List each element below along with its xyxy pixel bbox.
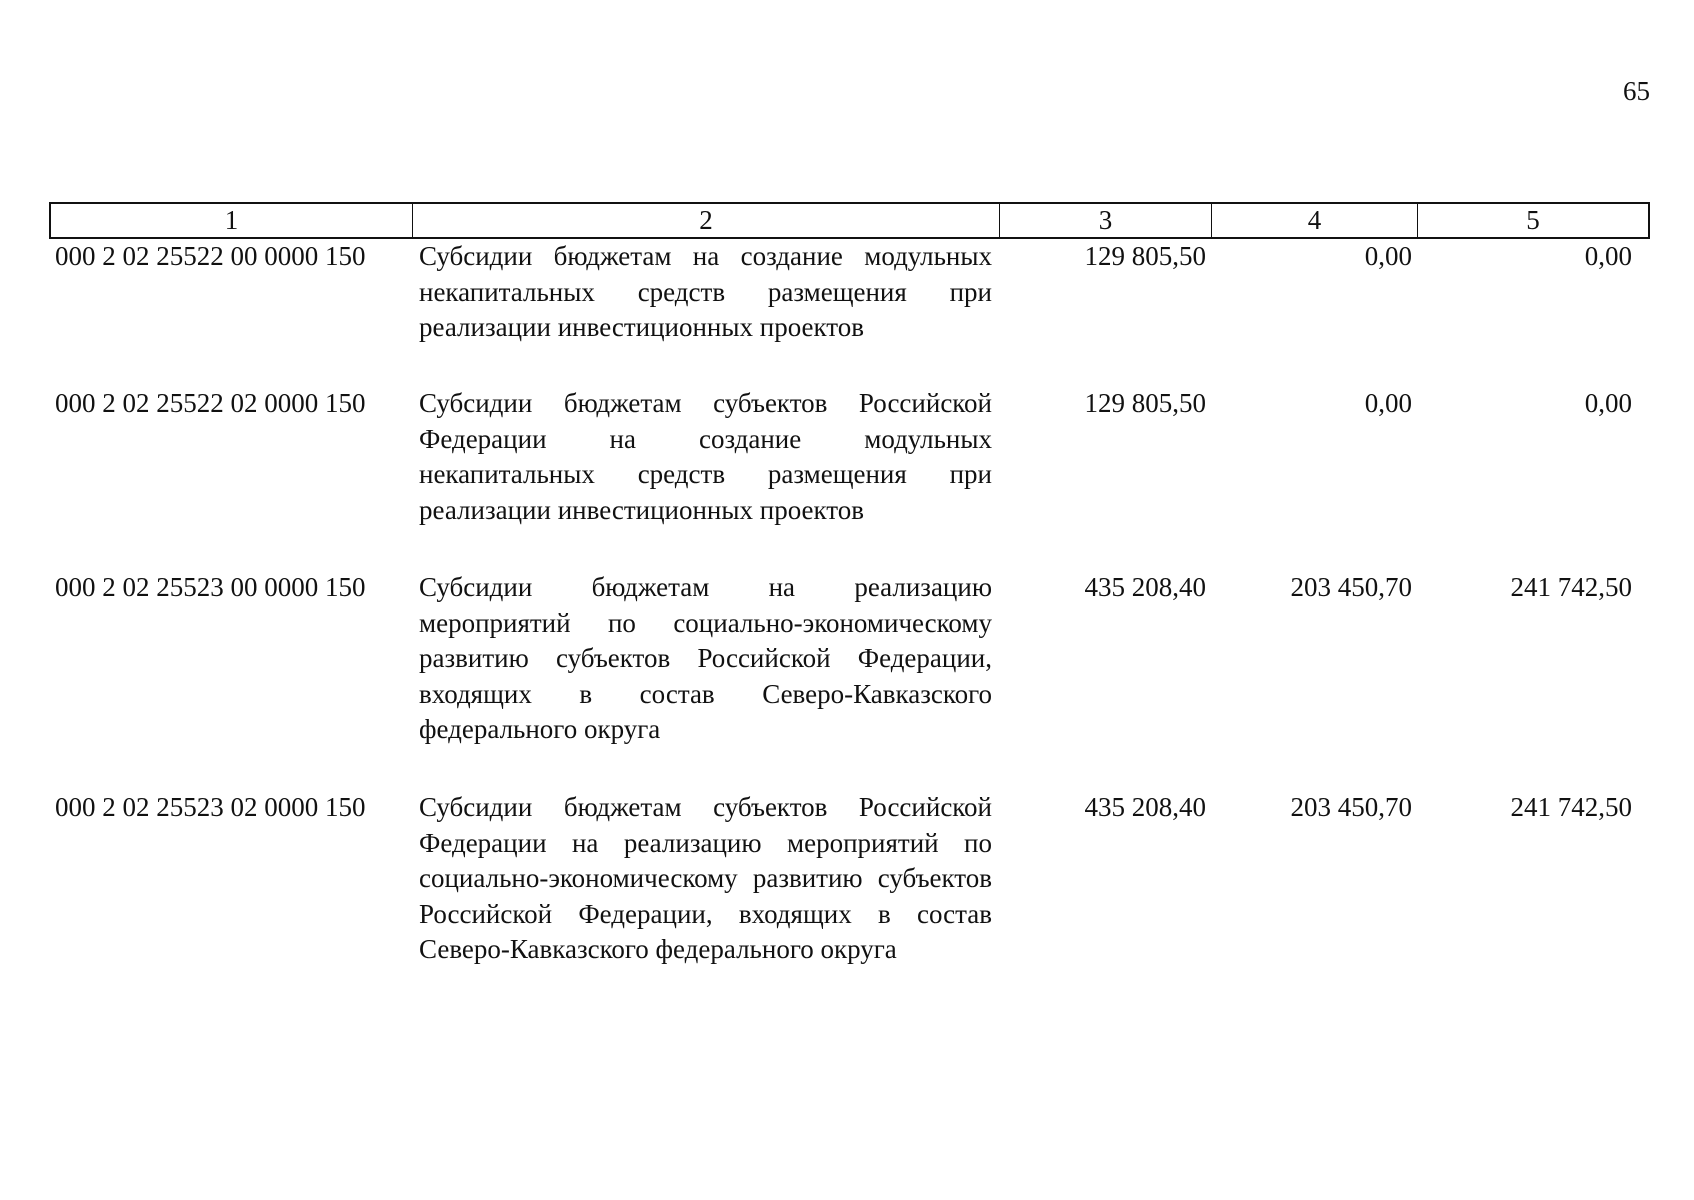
table-row: [49, 570, 1650, 790]
row-code: 000 2 02 25523 00 0000 150: [55, 572, 366, 602]
row-code: 000 2 02 25523 02 0000 150: [55, 792, 366, 822]
row-description: Субсидии бюджетам на реализацию мероприятий по социально-экономическому развитию субъектов Российской Федерации, входящих в состав Северо-Кавказского федерального округа: [419, 572, 992, 744]
row-description: Субсидии бюджетам на создание модульных некапитальных средств размещения при реализации инвестиционных проектов: [419, 241, 992, 342]
table-header-row: [49, 202, 1650, 239]
row-description: Субсидии бюджетам субъектов Российской Федерации на реализацию мероприятий по социально-экономическому развитию субъектов Российской Федерации, входящих в состав Северо-Кавказского федерального округа: [419, 792, 992, 964]
page-number: 65: [1623, 76, 1650, 106]
row-value-col5: 0,00: [1584, 241, 1632, 271]
row-value-col3: 129 805,50: [1084, 241, 1206, 271]
row-value-col3: 435 208,40: [1084, 792, 1206, 822]
row-value-col5: 0,00: [1584, 388, 1632, 418]
header-col-1: 1: [51, 204, 413, 237]
row-value-col4: 203 450,70: [1290, 572, 1412, 602]
row-value-col4: 0,00: [1364, 241, 1412, 271]
header-col-4: 4: [1212, 204, 1418, 237]
row-code: 000 2 02 25522 00 0000 150: [55, 241, 366, 271]
row-value-col4: 203 450,70: [1290, 792, 1412, 822]
table-row: [49, 790, 1650, 1010]
budget-table: [49, 202, 1650, 1010]
header-col-5: 5: [1526, 205, 1540, 235]
row-value-col4: 0,00: [1364, 388, 1412, 418]
row-description: Субсидии бюджетам субъектов Российской Федерации на создание модульных некапитальных средств размещения при реализации инвестиционных проектов: [419, 388, 992, 525]
row-value-col5: 241 742,50: [1510, 792, 1632, 822]
table-row: [49, 239, 1650, 386]
row-value-col3: 129 805,50: [1084, 388, 1206, 418]
header-col-3: 3: [1000, 204, 1212, 237]
row-value-col3: 435 208,40: [1084, 572, 1206, 602]
row-code: 000 2 02 25522 02 0000 150: [55, 388, 366, 418]
header-col-2: 2: [413, 204, 1000, 237]
table-row: [49, 386, 1650, 570]
row-value-col5: 241 742,50: [1510, 572, 1632, 602]
